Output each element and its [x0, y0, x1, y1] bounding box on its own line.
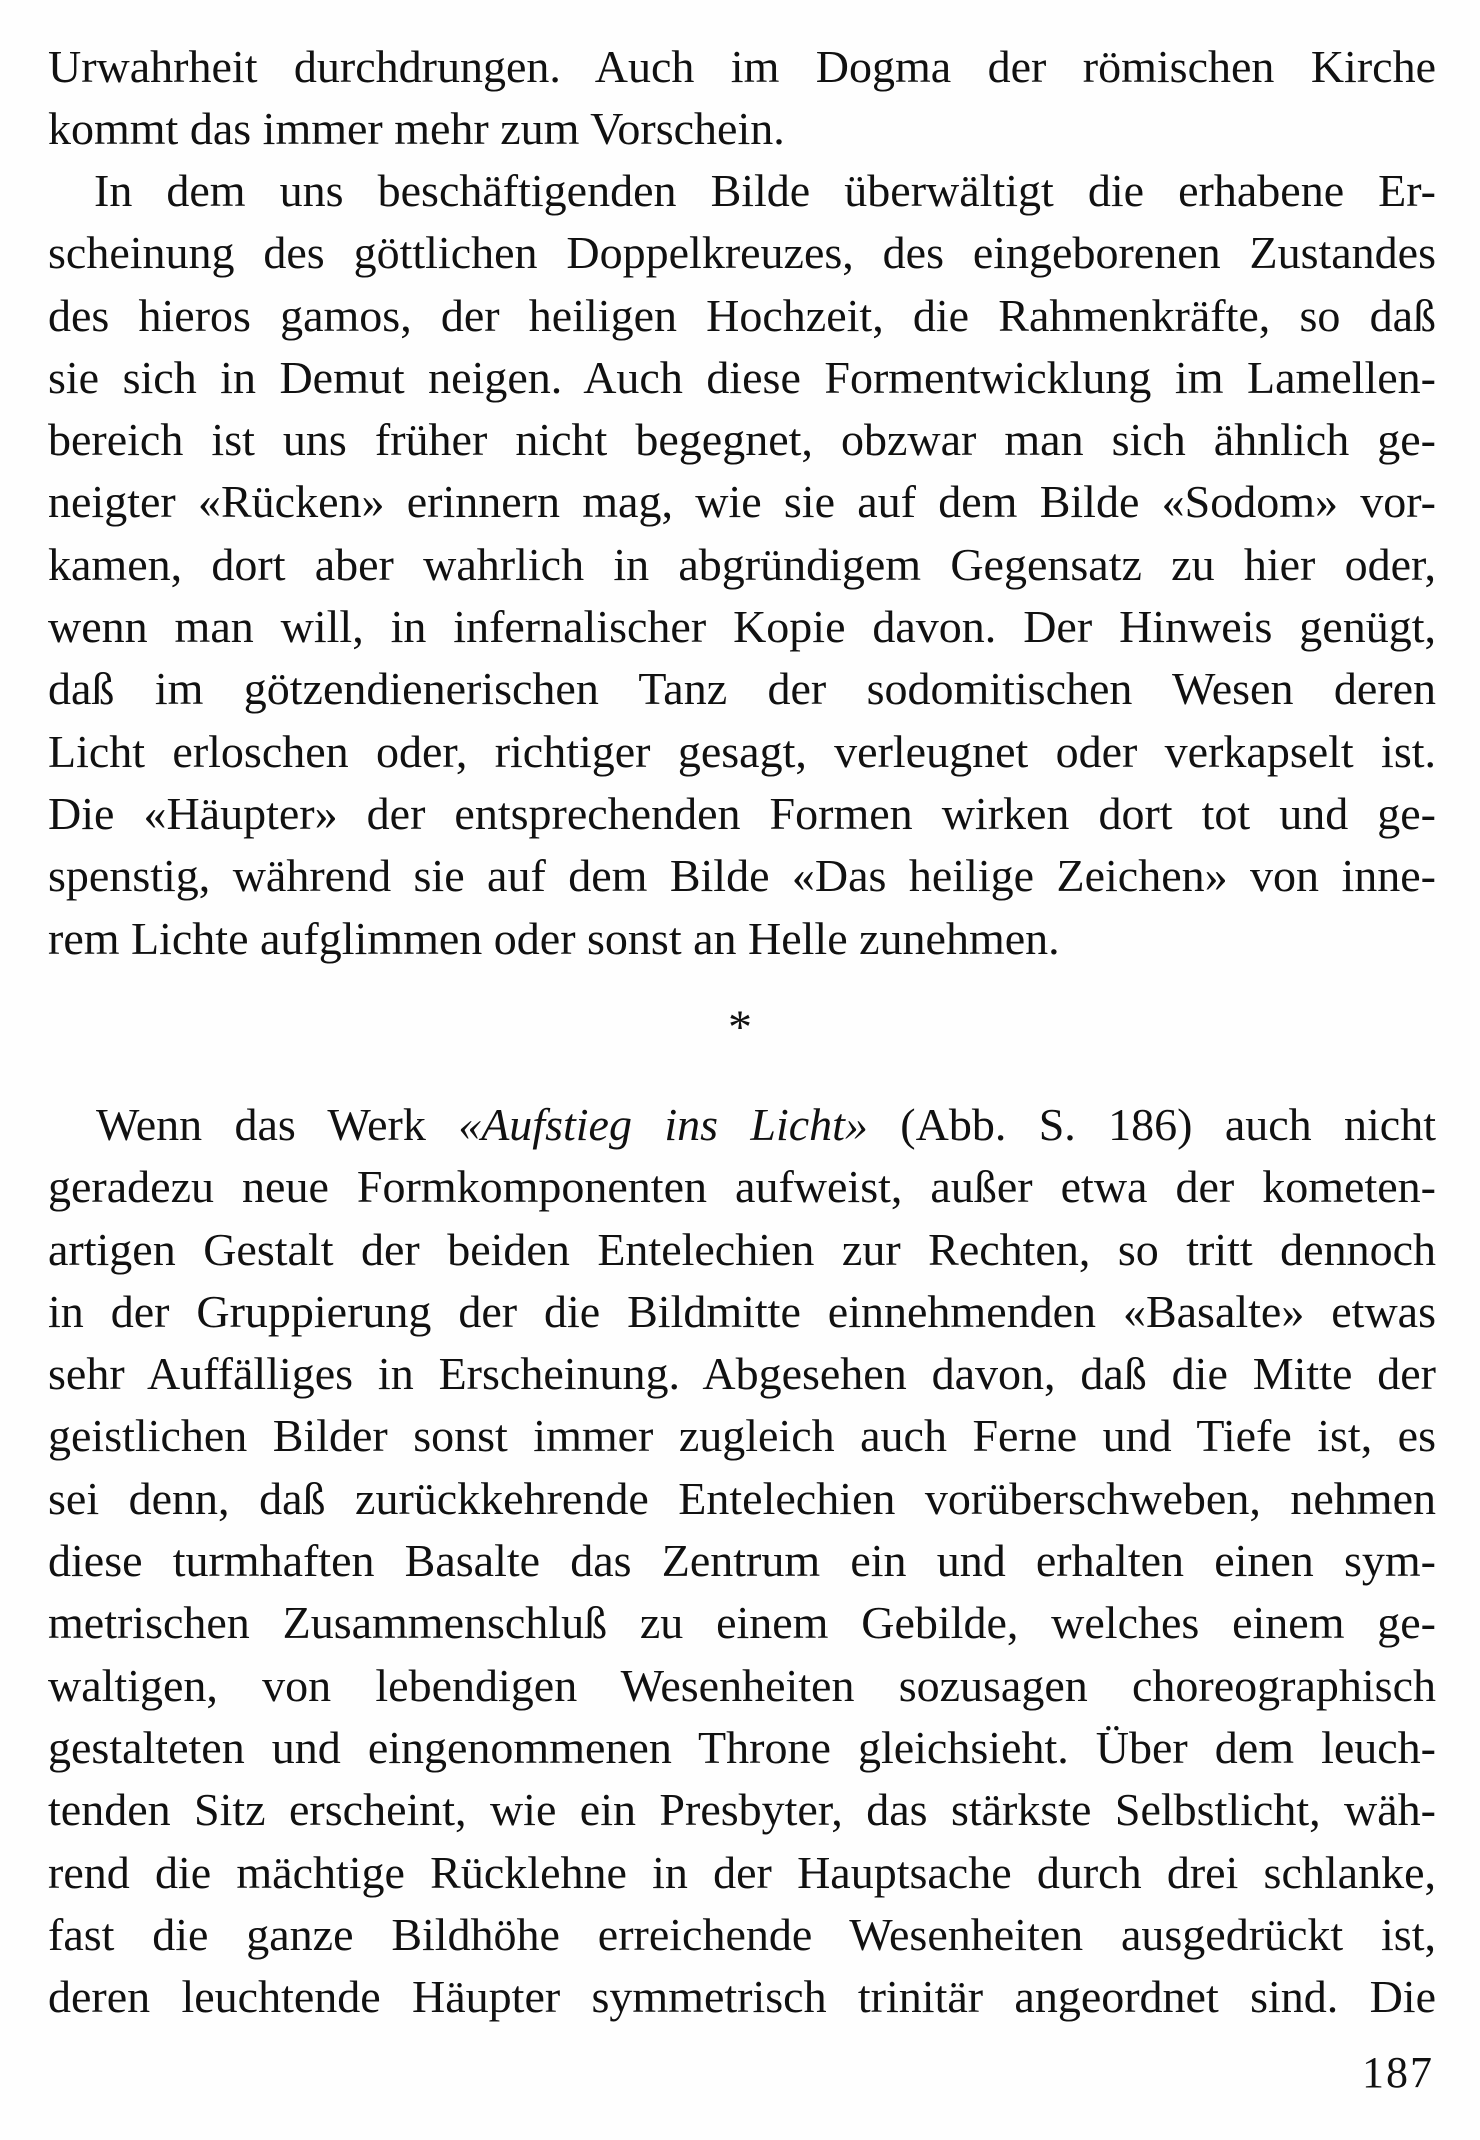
text-line: daß im götzendienerischen Tanz der sodomitischen Wesen deren	[48, 663, 1436, 715]
text-line: Urwahrheit durchdrungen. Auch im Dogma der römischen Kirche	[48, 41, 1436, 92]
text-line: wenn man will, in infernalischer Kopie davon. Der Hinweis genügt,	[48, 601, 1436, 653]
text-line: spenstig, während sie auf dem Bilde «Das heilige Zeichen» von inne-	[48, 850, 1436, 902]
paragraph-aufstieg-ins-licht	[48, 1094, 1436, 2028]
paragraph-heiliges-zeichen	[48, 160, 1436, 970]
text-line: neigter «Rücken» erinnern mag, wie sie auf dem Bilde «Sodom» vor-	[48, 476, 1436, 528]
text-line: deren leuchtende Häupter symmetrisch trinitär angeordnet sind. Die	[48, 1971, 1436, 2023]
text-line: Die «Häupter» der entsprechenden Formen wirken dort tot und ge-	[48, 787, 1436, 839]
text-segment: (Abb. S. 186) auch nicht	[867, 1099, 1437, 1150]
text-line: in der Gruppierung der die Bildmitte einnehmenden «Basalte» etwas	[48, 1285, 1436, 1337]
paragraph-continuation	[48, 36, 1436, 161]
text-line: sie sich in Demut neigen. Auch diese Formentwicklung im Lamellen-	[48, 351, 1436, 403]
section-separator-asterisk: *	[728, 1001, 752, 1054]
text-line: kommt das immer mehr zum Vorschein.	[48, 103, 785, 155]
text-line: rend die mächtige Rücklehne in der Hauptsache durch drei schlanke,	[48, 1846, 1436, 1898]
text-line: gestalteten und eingenommenen Throne gleichsieht. Über dem leuch-	[48, 1721, 1436, 1773]
text-line: sehr Auffälliges in Erscheinung. Abgesehen davon, daß die Mitte der	[48, 1348, 1436, 1400]
text-line: des hieros gamos, der heiligen Hochzeit, die Rahmenkräfte, so daß	[48, 289, 1436, 341]
text-line: kamen, dort aber wahrlich in abgründigem Gegensatz zu hier oder,	[48, 538, 1436, 590]
text-line: rem Lichte aufglimmen oder sonst an Helle zunehmen.	[48, 912, 1060, 964]
text-segment: Wenn das Werk	[96, 1099, 459, 1150]
text-line: metrischen Zusammenschluß zu einem Gebilde, welches einem ge-	[48, 1597, 1436, 1649]
text-line: bereich ist uns früher nicht begegnet, obzwar man sich ähnlich ge-	[48, 414, 1436, 466]
text-line: diese turmhaften Basalte das Zentrum ein und erhalten einen sym-	[48, 1535, 1436, 1587]
page-number: 187	[1362, 2048, 1434, 2097]
text-line: sei denn, daß zurückkehrende Entelechien vorüberschweben, nehmen	[48, 1472, 1436, 1524]
text-line: In dem uns beschäftigenden Bilde überwältigt die erhabene Er-	[94, 165, 1436, 216]
text-line: geradezu neue Formkomponenten aufweist, außer etwa der kometen-	[48, 1161, 1436, 1213]
text-line: fast die ganze Bildhöhe erreichende Wesenheiten ausgedrückt ist,	[48, 1908, 1436, 1960]
text-line: Licht erloschen oder, richtiger gesagt, verleugnet oder verkapselt ist.	[48, 725, 1436, 777]
text-line: waltigen, von lebendigen Wesenheiten sozusagen choreographisch	[48, 1659, 1436, 1711]
text-line: artigen Gestalt der beiden Entelechien zur Rechten, so tritt dennoch	[48, 1223, 1436, 1275]
text-line: tenden Sitz erscheint, wie ein Presbyter, das stärkste Selbstlicht, wäh-	[48, 1784, 1436, 1836]
text-line: geistlichen Bilder sonst immer zugleich auch Ferne und Tiefe ist, es	[48, 1410, 1436, 1462]
text-line: scheinung des göttlichen Doppelkreuzes, des eingeborenen Zustandes	[48, 227, 1436, 279]
artwork-title: «Aufstieg ins Licht»	[458, 1099, 868, 1150]
text-line-first	[48, 1094, 1436, 1156]
